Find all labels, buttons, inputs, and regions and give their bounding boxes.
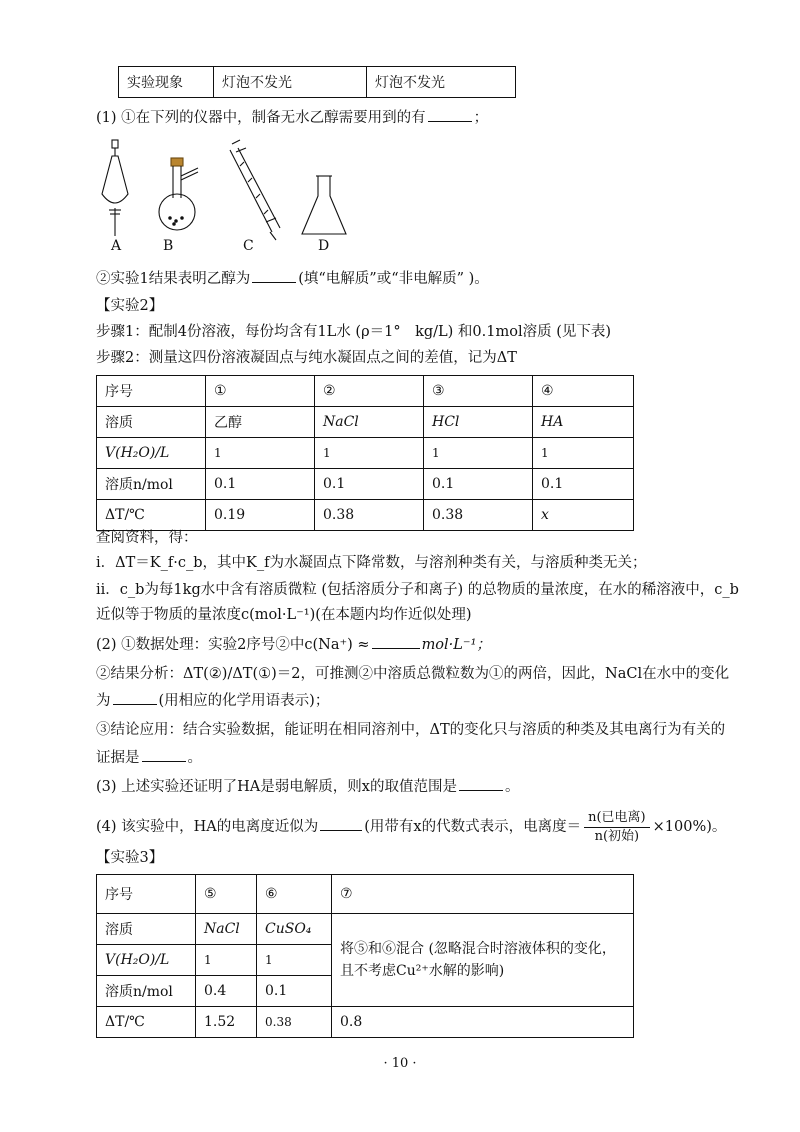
answer-blank (372, 634, 420, 649)
table-cell: 0.1 (315, 469, 424, 500)
q4-line (96, 808, 726, 846)
q1-line1 (96, 107, 488, 128)
table-cell: 0.38 (257, 1007, 332, 1038)
table-cell: ④ (533, 376, 634, 407)
condenser-icon (230, 140, 280, 240)
top-table-cell: 实验现象 (119, 67, 214, 98)
table-cell: 1 (424, 438, 533, 469)
table-cell: HA (533, 407, 634, 438)
table-row (97, 875, 634, 914)
table-cell: V(H₂O)/L (97, 945, 196, 976)
answer-blank (320, 816, 362, 831)
apparatus-label-c: C (243, 238, 254, 254)
answer-blank (113, 690, 157, 705)
q2-line1-text: (2) ①数据处理：实验2序号②中c(Na⁺) ≈ (96, 637, 370, 653)
distillation-flask-icon (159, 158, 198, 230)
table-row (97, 914, 634, 945)
q3-text: (3) 上述实验还证明了HA是弱电解质，则x的取值范围是 (96, 779, 457, 795)
info2b-text: 近似等于物质的量浓度c(mol·L⁻¹)(在本题内均作近似处理) (96, 607, 472, 623)
q2-line4: ③结论应用：结合实验数据，能证明在相同溶剂中，ΔT的变化只与溶质的种类及其电离行为有关的 (96, 722, 726, 738)
fraction-denominator: n(初始) (594, 828, 640, 844)
table-cell: 溶质n/mol (97, 976, 196, 1007)
table-cell: NaCl (196, 914, 257, 945)
table-cell: ① (206, 376, 315, 407)
table-cell: 1 (315, 438, 424, 469)
q2-line3-text: 为 (96, 693, 111, 709)
answer-blank (252, 268, 296, 283)
exp2-header: 【实验2】 (96, 298, 164, 314)
table-cell: 1.52 (196, 1007, 257, 1038)
lookup-text: 查阅资料，得： (96, 530, 198, 546)
q1-line2 (96, 268, 489, 289)
apparatus-label-d: D (318, 238, 330, 254)
table-cell: 0.19 (206, 500, 315, 531)
table-cell: ⑤ (196, 875, 257, 914)
q2-line3 (96, 690, 329, 711)
conical-flask-icon (302, 176, 346, 234)
table-cell: 溶质n/mol (97, 469, 206, 500)
table-row (97, 500, 634, 531)
table-cell: 序号 (97, 376, 206, 407)
table-cell: 1 (206, 438, 315, 469)
apparatus-figure (90, 136, 380, 246)
table-cell: HCl (424, 407, 533, 438)
table-cell: 1 (196, 945, 257, 976)
table-cell: 0.1 (206, 469, 315, 500)
merged-line2: 且不考虑Cu²⁺水解的影响) (340, 963, 505, 979)
table-cell: CuSO₄ (257, 914, 332, 945)
table-cell: 0.1 (424, 469, 533, 500)
q4-end: ×100%)。 (652, 819, 727, 835)
q2-line5-end: 。 (187, 750, 202, 766)
table-cell: ⑥ (257, 875, 332, 914)
info2a-text: ii．c_b为每1kg水中含有溶质微粒 (包括溶质分子和离子) 的总物质的量浓度，在水的稀溶液中，c_b (96, 582, 739, 598)
table-cell: ⑦ (332, 875, 634, 914)
q2-line5 (96, 747, 202, 768)
table-cell: 0.1 (533, 469, 634, 500)
apparatus-label-a: A (111, 238, 122, 254)
q1-line2-hint: (填“电解质”或“非电解质” )。 (298, 271, 489, 287)
answer-blank (459, 776, 503, 791)
table-cell: 0.8 (332, 1007, 634, 1038)
table-cell: x (533, 500, 634, 531)
table-row (97, 407, 634, 438)
table-row (97, 376, 634, 407)
q3-end: 。 (504, 779, 520, 795)
top-observation-table (118, 66, 516, 98)
q1-line2-text: ②实验1结果表明乙醇为 (96, 271, 251, 287)
step1-text: 步骤1：配制4份溶液，每份均含有1L水 (ρ＝1° kg/L) 和0.1mol溶质 (见下表) (96, 324, 612, 340)
table-row (97, 469, 634, 500)
separatory-funnel-icon (102, 140, 128, 236)
q2-line1 (96, 634, 491, 655)
merged-cell (332, 914, 634, 1007)
ionization-fraction (584, 809, 650, 846)
table-cell: 0.38 (315, 500, 424, 531)
table-cell: 0.1 (257, 976, 332, 1007)
experiment3-table (96, 874, 634, 1038)
q2-line5-text: 证据是 (96, 750, 140, 766)
table-cell: 1 (533, 438, 634, 469)
table-cell: 0.4 (196, 976, 257, 1007)
table-cell: 0.38 (424, 500, 533, 531)
table-cell: ΔT/℃ (97, 500, 206, 531)
q1-end: ； (473, 110, 489, 126)
info1-text: i．ΔT＝K_f·c_b，其中K_f为水凝固点下降常数，与溶剂种类有关，与溶质种类无关； (96, 555, 647, 571)
q3-line (96, 776, 519, 797)
table-cell: NaCl (315, 407, 424, 438)
table-cell: 序号 (97, 875, 196, 914)
table-cell: V(H₂O)/L (97, 438, 206, 469)
table-cell: ② (315, 376, 424, 407)
q2-line2: ②结果分析：ΔT(②)/ΔT(①)＝2，可推测②中溶质总微粒数为①的两倍，因此，NaCl在水中的变化 (96, 666, 730, 682)
table-cell: 溶质 (97, 407, 206, 438)
fraction-numerator: n(已电离) (584, 809, 650, 828)
q2-line3-hint: (用相应的化学用语表示)； (158, 693, 330, 709)
table-cell: 溶质 (97, 914, 196, 945)
table-cell: 乙醇 (206, 407, 315, 438)
merged-line1: 将⑤和⑥混合 (忽略混合时溶液体积的变化， (340, 941, 616, 957)
q4-hint: (用带有x的代数式表示，电离度＝ (364, 819, 582, 835)
top-table-cell: 灯泡不发光 (367, 67, 516, 98)
q1-line1-text: (1) ①在下列的仪器中，制备无水乙醇需要用到的有 (96, 110, 426, 126)
q4-text: (4) 该实验中，HA的电离度近似为 (96, 819, 319, 835)
table-row (97, 438, 634, 469)
exp3-header: 【实验3】 (96, 850, 164, 866)
q2-line1-unit: mol·L⁻¹； (421, 637, 491, 653)
top-table-cell: 灯泡不发光 (214, 67, 367, 98)
apparatus-label-b: B (163, 238, 174, 254)
table-cell: ΔT/℃ (97, 1007, 196, 1038)
answer-blank (428, 107, 472, 122)
table-cell: ③ (424, 376, 533, 407)
table-row (97, 1007, 634, 1038)
answer-blank (142, 747, 186, 762)
experiment2-table (96, 375, 634, 531)
page-number: · 10 · (383, 1056, 417, 1071)
step2-text: 步骤2：测量这四份溶液凝固点与纯水凝固点之间的差值，记为ΔT (96, 350, 517, 366)
table-cell: 1 (257, 945, 332, 976)
